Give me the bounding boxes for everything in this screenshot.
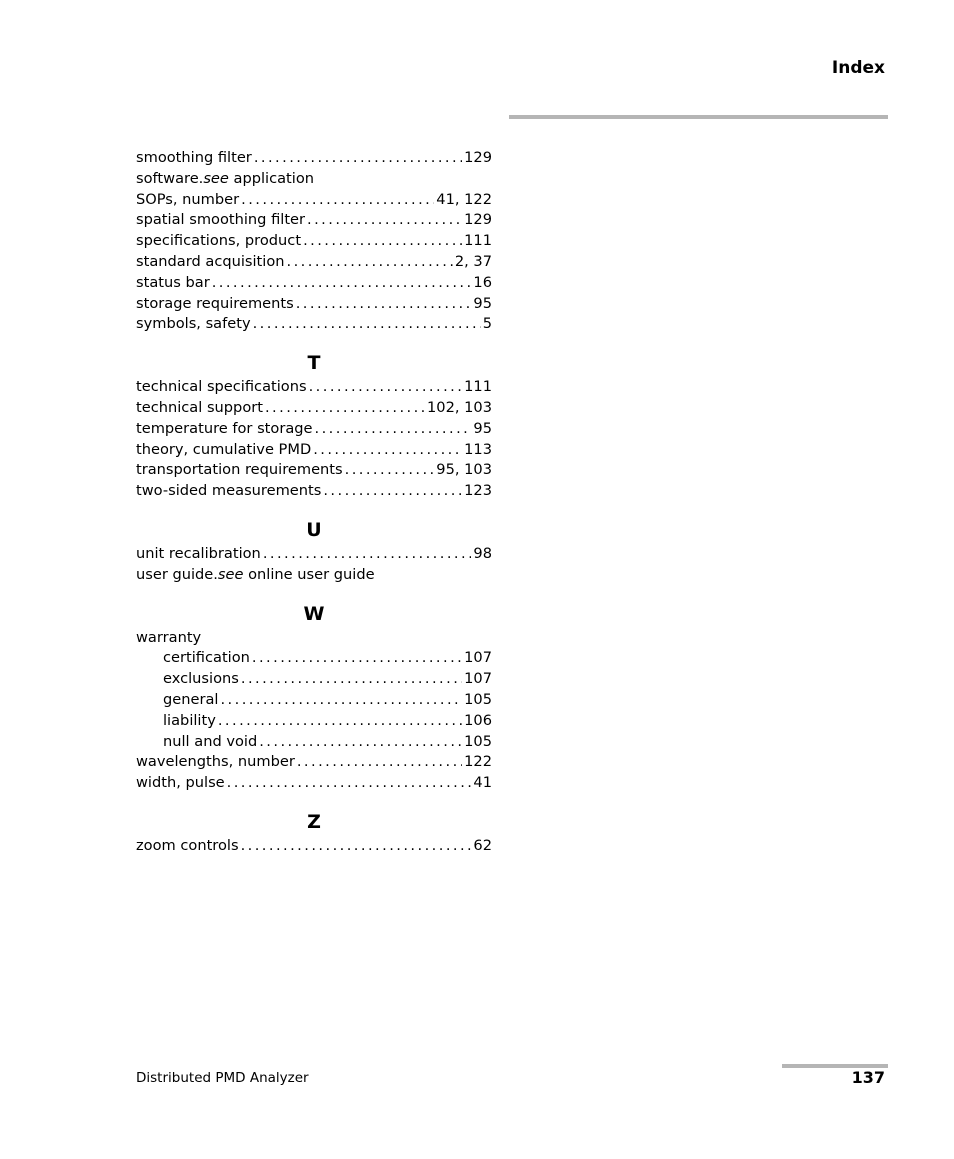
index-page-numbers: 122	[464, 753, 492, 771]
index-entry	[136, 314, 492, 335]
index-entry	[136, 628, 492, 649]
index-entry	[136, 773, 492, 794]
dot-leader	[263, 544, 472, 565]
index-entry	[136, 148, 492, 169]
index-term: storage requirements	[136, 294, 294, 312]
dot-leader	[313, 440, 462, 461]
index-letter-heading: W	[303, 602, 325, 625]
index-entry	[136, 481, 492, 502]
index-page-numbers: 111	[464, 232, 492, 250]
index-page-numbers: 95, 103	[436, 461, 492, 479]
dot-leader	[212, 273, 472, 294]
index-letter-heading: U	[306, 518, 322, 541]
index-page-numbers: 129	[464, 211, 492, 229]
index-term: wavelengths, number	[136, 753, 295, 771]
dot-leader	[287, 252, 453, 273]
see-reference-label: see	[217, 565, 244, 583]
index-term: technical support	[136, 398, 263, 416]
index-subentry	[136, 648, 492, 669]
index-page-numbers: 95	[473, 419, 492, 437]
index-entry	[136, 252, 492, 273]
index-term: software.	[136, 169, 204, 187]
index-page-numbers: 2, 37	[454, 252, 492, 270]
index-page-numbers: 5	[482, 315, 492, 333]
index-entry	[136, 210, 492, 231]
index-entry	[136, 294, 492, 315]
dot-leader	[303, 231, 462, 252]
dot-leader	[307, 210, 462, 231]
dot-leader	[297, 752, 462, 773]
index-entry	[136, 440, 492, 461]
index-entry	[136, 544, 492, 565]
index-page-numbers: 95	[473, 294, 492, 312]
index-page-numbers: 16	[473, 273, 492, 291]
index-letter-heading: T	[307, 352, 321, 375]
index-subentry	[136, 669, 492, 690]
index-term: null and void	[163, 732, 258, 750]
index-subentry	[136, 711, 492, 732]
index-term: zoom controls	[136, 836, 239, 854]
index-entry	[136, 460, 492, 481]
index-term: status bar	[136, 273, 210, 291]
index-page-numbers: 106	[464, 711, 492, 729]
index-page-numbers: 41, 122	[436, 190, 492, 208]
index-term: standard acquisition	[136, 252, 285, 270]
dot-leader	[252, 648, 462, 669]
index-page-numbers: 113	[464, 440, 492, 458]
index-page-numbers: 105	[464, 732, 492, 750]
dot-leader	[309, 377, 463, 398]
dot-leader	[296, 294, 472, 315]
dot-leader	[218, 711, 462, 732]
see-reference-target: online user guide	[248, 565, 375, 583]
dot-leader	[241, 669, 462, 690]
index-term: SOPs, number	[136, 190, 240, 208]
running-header-title: Index	[831, 58, 885, 78]
index-entry	[136, 190, 492, 211]
dot-leader	[265, 398, 425, 419]
dot-leader	[323, 481, 462, 502]
index-entry	[136, 231, 492, 252]
header-rule	[509, 115, 888, 119]
dot-leader	[227, 773, 472, 794]
dot-leader	[259, 732, 462, 753]
index-page-numbers: 41	[473, 774, 492, 792]
index-term: width, pulse	[136, 774, 225, 792]
index-term: specifications, product	[136, 232, 302, 250]
index-term: temperature for storage	[136, 419, 313, 437]
index-entry	[136, 169, 492, 190]
index-entry	[136, 398, 492, 419]
dot-leader	[254, 148, 462, 169]
index-term: certification	[163, 649, 250, 667]
index-entry	[136, 752, 492, 773]
index-term: smoothing filter	[136, 149, 252, 166]
dot-leader	[241, 190, 434, 211]
dot-leader	[253, 314, 481, 335]
index-term: theory, cumulative PMD	[136, 440, 312, 458]
index-page-numbers: 107	[464, 670, 492, 688]
index-entry	[136, 419, 492, 440]
index-subentry	[136, 732, 492, 753]
index-page-numbers: 107	[464, 649, 492, 667]
index-page-numbers: 102, 103	[427, 398, 492, 416]
dot-leader	[315, 419, 472, 440]
page-number: 137	[851, 1068, 885, 1087]
index-page-numbers: 98	[473, 544, 492, 562]
index-term: two-sided measurements	[136, 482, 322, 500]
index-letter-heading: Z	[307, 810, 321, 833]
index-column	[136, 148, 492, 857]
index-term: user guide.	[136, 565, 218, 583]
dot-leader	[345, 460, 435, 481]
dot-leader	[241, 836, 472, 857]
index-term: unit recalibration	[136, 544, 261, 562]
index-term: warranty	[136, 628, 202, 646]
index-page-numbers: 105	[464, 690, 492, 708]
index-term: exclusions	[163, 670, 239, 688]
index-term: symbols, safety	[136, 315, 251, 333]
see-reference-label: see	[203, 169, 229, 187]
index-entry	[136, 377, 492, 398]
index-entry	[136, 836, 492, 857]
footer-product-name: Distributed PMD Analyzer	[136, 1070, 309, 1086]
index-term: general	[163, 690, 219, 708]
index-term: spatial smoothing filter	[136, 211, 306, 229]
index-subentry	[136, 690, 492, 711]
index-page-numbers: 62	[473, 836, 492, 854]
see-reference-target: application	[233, 169, 315, 187]
index-term: transportation requirements	[136, 461, 343, 479]
dot-leader	[220, 690, 462, 711]
index-page-numbers: 111	[464, 378, 492, 396]
index-term: liability	[163, 711, 216, 729]
index-term: technical specifications	[136, 378, 307, 396]
index-entry	[136, 273, 492, 294]
index-page-numbers: 123	[464, 482, 492, 500]
index-page-numbers: 129	[464, 149, 492, 166]
index-entry	[136, 565, 492, 586]
